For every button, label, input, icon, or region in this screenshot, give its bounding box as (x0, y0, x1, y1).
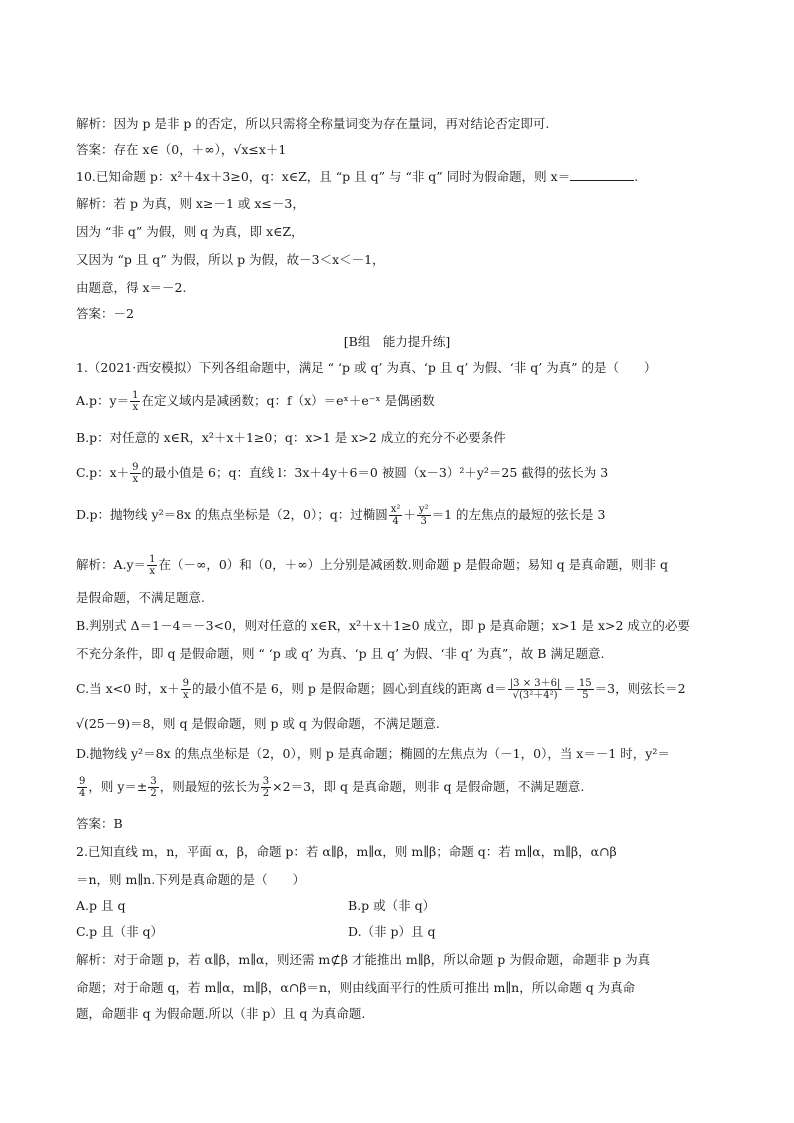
fraction (181, 678, 191, 701)
text: D.p：抛物线 y²＝8x 的焦点坐标是（2，0）；q：过椭圆 (76, 507, 388, 522)
b1-solution-d-cont (76, 776, 584, 799)
numerator: x² (390, 504, 401, 515)
numerator: 3 (262, 776, 270, 787)
fraction (577, 678, 594, 701)
text: 的最小值不是 6，则 p 是假命题；圆心到直线的距离 d＝ (191, 681, 507, 696)
b1-solution-d: D.抛物线 y²＝8x 的焦点坐标是（2，0），则 p 是真命题；椭圆的左焦点为（－1，0），当 x＝－1 时，y²＝ (76, 746, 670, 761)
denominator: 4 (392, 516, 399, 527)
b1-solution-b: B.判别式 Δ＝1－4＝－3<0，则对任意的 x∈R，x²＋x＋1≥0 成立，即 p 是真命题；x>1 是 x>2 成立的必要 (76, 618, 690, 633)
q10-analysis-line: 因为 “非 q” 为假，则 q 为真，即 x∈Z， (76, 224, 304, 239)
b1-stem: 1.（2021·西安模拟）下列各组命题中，满足 “ ‘p 或 q’ 为真、‘p 且 q’ 为假、‘非 q’ 为真” 的是（ ） (76, 360, 657, 375)
b1-option-b: B.p：对任意的 x∈R，x²＋x＋1≥0；q：x>1 是 x>2 成立的充分不必要条件 (76, 430, 506, 445)
denominator: 2 (262, 788, 270, 799)
b1-option-d (76, 504, 605, 527)
numerator: 9 (182, 678, 189, 689)
b2-solution-line: 解析：对于命题 p，若 α∥β，m∥α，则还需 m⊄β 才能推出 m∥β，所以命题 p 为假命题，命题非 p 为真 (76, 952, 651, 967)
q10-stem (76, 168, 638, 185)
b2-options-row-1 (76, 898, 436, 914)
numerator: 1 (132, 390, 139, 401)
fraction (389, 504, 403, 527)
text: 的最小值是 6；q：直线 l：3x＋4y＋6＝0 被圆（x－3）²＋y²＝25 截得的弦长为 3 (141, 465, 609, 480)
denominator: 4 (79, 788, 86, 799)
text: 解析：A.y＝ (76, 557, 147, 572)
b1-solution-a (76, 554, 668, 577)
q9-analysis: 解析：因为 p 是非 p 的否定，所以只需将全称量词变为存在量词，再对结论否定即可. (76, 116, 550, 131)
text: ＝ (563, 681, 576, 696)
denominator: x (132, 402, 139, 413)
numerator: 9 (132, 462, 139, 473)
fraction (130, 462, 140, 485)
fraction (130, 390, 140, 413)
b1-answer: 答案：B (76, 816, 123, 831)
b2-stem-cont: ＝n，则 m∥n.下列是真命题的是（ ） (76, 872, 306, 887)
text: ×2＝3，即 q 是真命题，则非 q 是假命题，不满足题意. (272, 779, 585, 794)
denominator: √(3²＋4²) (512, 690, 558, 701)
b2-option-b: B.p 或（非 q） (348, 898, 436, 913)
b2-options-row-2 (76, 924, 436, 940)
text: 在（－∞，0）和（0，＋∞）上分别是减函数.则命题 p 是假命题；易知 q 是真命题，则非 q (158, 557, 669, 572)
b2-option-a: A.p 且 q (76, 898, 126, 913)
text: ＝3，则弦长＝2 (594, 681, 686, 696)
b2-stem: 2.已知直线 m，n，平面 α，β，命题 p：若 α∥β，m∥α，则 m∥β；命题 q：若 m∥α，m∥β，α∩β (76, 844, 617, 859)
b1-solution-c (76, 678, 686, 701)
text: A.p：y＝ (76, 393, 130, 408)
text: ，则 y＝± (88, 779, 148, 794)
denominator: 3 (420, 516, 427, 527)
fraction (147, 554, 157, 577)
b2-solution-line: 命题；对于命题 q，若 m∥α，m∥β，α∩β＝n，则由线面平行的性质可推出 m∥n，所以命题 q 为真命 (76, 980, 636, 995)
b1-solution-c-cont: √(25－9)＝8，则 q 是假命题，则 p 或 q 为假命题，不满足题意. (76, 716, 440, 731)
text: ＋ (403, 507, 416, 522)
fraction (508, 678, 563, 701)
q9-answer: 答案：存在 x∈（0，＋∞），√x≤x＋1 (76, 142, 287, 157)
b2-option-d: D.（非 p）且 q (348, 924, 436, 939)
numerator: y² (418, 504, 429, 515)
fraction (148, 776, 158, 799)
text: C.p：x＋ (76, 465, 130, 480)
fraction (261, 776, 271, 799)
text: 在定义域内是减函数；q：f（x）＝eˣ＋e⁻ˣ 是偶函数 (141, 393, 435, 408)
denominator: 5 (582, 690, 589, 701)
b1-option-a (76, 390, 435, 413)
numerator: 1 (149, 554, 156, 565)
numerator: |3 × 3＋6| (509, 678, 561, 689)
q10-stem-text: 10.已知命题 p：x²＋4x＋3≥0，q：x∈Z，且 “p 且 q” 与 “非 q” 同时为假命题，则 x＝ (76, 169, 571, 184)
text: ＝1 的左焦点的最短的弦长是 3 (431, 507, 606, 522)
b1-option-c (76, 462, 608, 485)
b1-solution-b-cont: 不充分条件，即 q 是假命题，则 “ ‘p 或 q’ 为真、‘p 且 q’ 为假、‘非 q’ 为真”，故 B 满足题意. (76, 646, 605, 661)
fraction (417, 504, 431, 527)
denominator: x (132, 474, 139, 485)
b1-solution-a-cont: 是假命题，不满足题意. (76, 590, 205, 605)
q10-stem-end: . (634, 169, 639, 184)
denominator: 2 (150, 788, 157, 799)
b2-option-c: C.p 且（非 q） (76, 924, 164, 939)
text: C.当 x<0 时，x＋ (76, 681, 180, 696)
answer-blank (570, 168, 634, 181)
text: ，则最短的弦长为 (159, 779, 260, 794)
q10-analysis-line: 由题意，得 x＝－2. (76, 280, 187, 295)
denominator: x (182, 690, 189, 701)
q10-analysis-line: 解析：若 p 为真，则 x≥－1 或 x≤－3， (76, 196, 305, 211)
section-title: [B组 能力提升练] (343, 334, 451, 349)
q10-analysis-line: 又因为 “p 且 q” 为假，所以 p 为假，故－3＜x＜－1， (76, 252, 385, 267)
numerator: 3 (150, 776, 157, 787)
denominator: x (149, 566, 156, 577)
b2-solution-line: 题，命题非 q 为假命题.所以（非 p）且 q 为真命题. (76, 1006, 366, 1021)
numerator: 15 (578, 678, 592, 689)
numerator: 9 (79, 776, 86, 787)
fraction (77, 776, 87, 799)
q10-answer: 答案：－2 (76, 306, 134, 321)
